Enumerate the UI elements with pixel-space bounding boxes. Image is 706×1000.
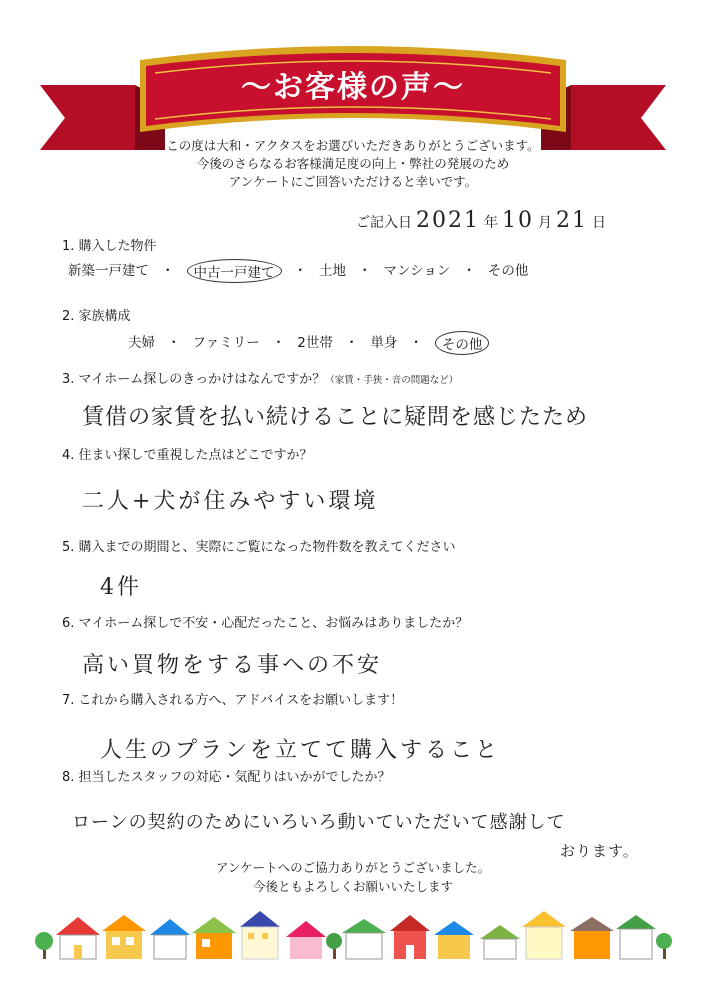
intro-line: アンケートにご回答いただけると幸いです。 — [228, 174, 478, 189]
question-6: 6. マイホーム探しで不安・心配だったこと、お悩みはありましたか？ — [62, 616, 469, 631]
footer-line: アンケートへのご協力ありがとうございました。 — [215, 860, 491, 875]
question-1: 1. 購入した物件 — [62, 239, 157, 254]
date-label: ご記入日 — [356, 215, 412, 231]
house-icon — [390, 915, 430, 959]
tree-icon — [656, 933, 672, 959]
tree-icon — [35, 932, 53, 959]
house-icon — [286, 921, 326, 959]
house-icon — [192, 917, 236, 959]
q2-options: 夫婦 ・ ファミリー ・ 2世帯 ・ 単身 ・ その他 — [128, 331, 489, 355]
house-icon — [480, 925, 520, 959]
date-day: 21 — [556, 208, 588, 233]
question-8: 8. 担当したスタッフの対応・気配りはいかがでしたか？ — [62, 770, 391, 785]
page-title: 〜お客様の声〜 — [241, 70, 465, 105]
date-month-unit: 月 — [538, 215, 552, 231]
intro-text — [100, 137, 606, 191]
q1-option: 土地 — [319, 263, 346, 279]
q2-option: 夫婦 — [128, 335, 155, 351]
date-day-unit: 日 — [592, 215, 606, 231]
answer-6: 高い買物をする事への不安 — [82, 653, 383, 678]
date-year: 2021 — [416, 208, 480, 233]
house-icon — [434, 921, 474, 959]
entry-date — [356, 208, 606, 233]
answer-7: 人生のプランを立てて購入すること — [100, 738, 501, 763]
house-icon — [342, 919, 386, 959]
date-year-unit: 年 — [484, 215, 498, 231]
q2-option: 2世帯 — [297, 335, 333, 351]
question-2: 2. 家族構成 — [62, 309, 131, 324]
q1-option: マンション — [383, 263, 451, 279]
question-3-note: （家賃・手狭・音の問題など） — [325, 375, 459, 386]
house-icon — [616, 915, 656, 959]
q1-option-selected: 中古一戸建て — [187, 259, 282, 283]
house-icon — [102, 915, 146, 959]
house-icon — [570, 917, 614, 959]
question-4: 4. 住まい探しで重視した点はどこですか？ — [62, 448, 313, 463]
footer-text — [150, 858, 556, 896]
house-icon — [240, 911, 280, 959]
house-icon — [56, 917, 100, 959]
q1-options: 新築一戸建て ・ 中古一戸建て ・ 土地 ・ マンション ・ その他 — [68, 259, 528, 283]
q2-option: 単身 — [370, 335, 398, 351]
house-icon — [522, 911, 566, 959]
intro-line: 今後のさらなるお客様満足度の向上・弊社の発展のため — [196, 156, 510, 171]
question-7: 7. これから購入される方へ、アドバイスをお願いします！ — [62, 693, 404, 708]
house-icon — [150, 919, 190, 959]
q2-option-selected: その他 — [435, 331, 490, 355]
footer-line: 今後ともよろしくお願いいたします — [252, 879, 453, 894]
q1-option: 新築一戸建て — [68, 263, 149, 279]
question-5: 5. 購入までの期間と、実際にご覧になった物件数を教えてください — [62, 540, 456, 555]
answer-8-line1: ローンの契約のためにいろいろ動いていただいて感謝して — [72, 812, 566, 833]
answer-8-line2: おります。 — [560, 842, 639, 860]
houses-illustration — [30, 905, 676, 965]
answer-5: 4件 — [100, 575, 142, 600]
answer-3: 賃借の家賃を払い続けることに疑問を感じたため — [82, 405, 589, 430]
q2-option: ファミリー — [192, 335, 260, 351]
q1-option: その他 — [487, 263, 529, 279]
date-month: 10 — [502, 208, 534, 233]
answer-4: 二人+犬が住みやすい環境 — [82, 489, 379, 514]
intro-line: この度は大和・アクタスをお選びいただきありがとうございます。 — [166, 138, 540, 153]
tree-icon — [326, 933, 342, 959]
question-3-text: 3. マイホーム探しのきっかけはなんですか？ — [62, 372, 326, 387]
question-3 — [62, 368, 458, 387]
